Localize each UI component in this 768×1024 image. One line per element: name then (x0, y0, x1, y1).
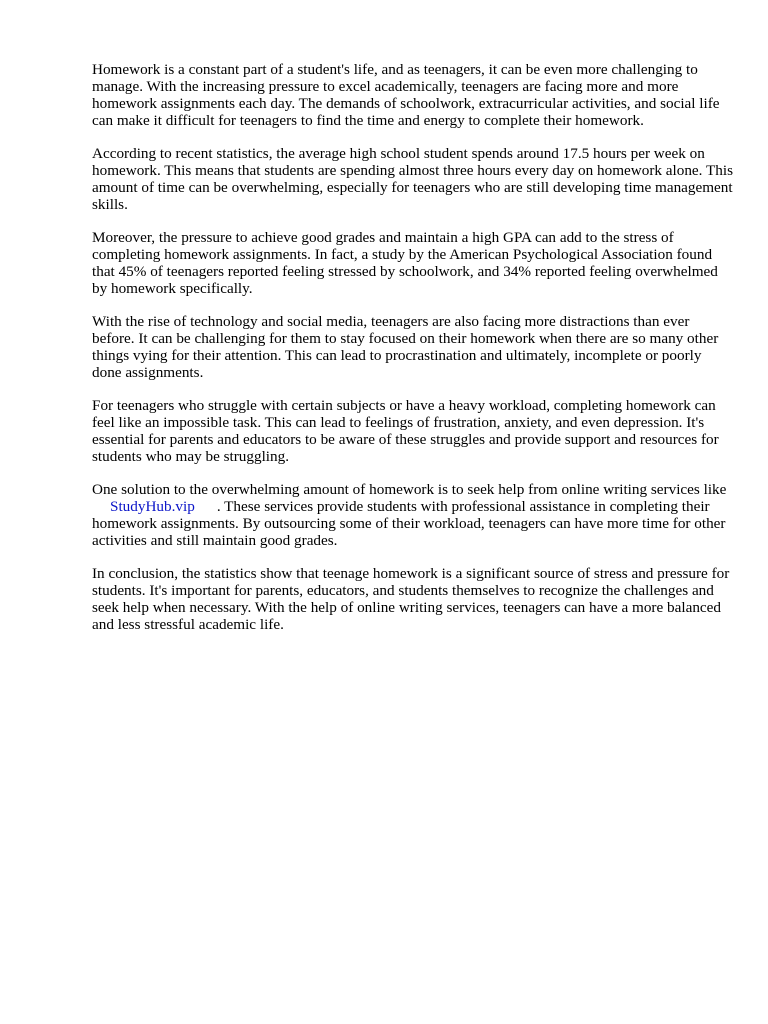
document-body (92, 61, 734, 649)
paragraph-3: Moreover, the pressure to achieve good grades and maintain a high GPA can add to the stress of completing homework assignments. In fact, a study by the American Psychological Association found that 45% of teenagers reported feeling stressed by schoolwork, and 34% reported feeling overwhelmed by homework specifically. (92, 229, 718, 297)
paragraph-6 (92, 481, 734, 549)
conclusion-paragraph: In conclusion, the statistics show that teenage homework is a significant source of stress and pressure for students. It's important for parents, educators, and students themselves to recognize the challenges and seek help when necessary. With the help of online writing services, teenagers can have a more balanced and less stressful academic life. (92, 565, 730, 633)
paragraph-1: Homework is a constant part of a student's life, and as teenagers, it can be even more challenging to manage. With the increasing pressure to excel academically, teenagers are facing more and more homework assignments each day. The demands of schoolwork, extracurricular activities, and social life can make it difficult for teenagers to find the time and energy to complete their homework. (92, 61, 720, 129)
paragraph-4: With the rise of technology and social media, teenagers are also facing more distractions than ever before. It can be challenging for them to stay focused on their homework when there are so many other things vying for their attention. This can lead to procrastination and ultimately, incomplete or poorly done assignments. (92, 313, 719, 381)
paragraph-5: For teenagers who struggle with certain subjects or have a heavy workload, completing homework can feel like an impossible task. This can lead to feelings of frustration, anxiety, and even depression. It's essential for parents and educators to be aware of these struggles and provide support and resources for students who may be struggling. (92, 397, 719, 465)
paragraph-6-tail-text: . These services provide students with professional assistance in completing their homework assignments. By outsourcing some of their workload, teenagers can have more time for other activities and still maintain good grades. (92, 498, 726, 549)
paragraph-6-lead-text: One solution to the overwhelming amount of homework is to seek help from online writing services like (92, 481, 727, 498)
studyhub-link[interactable]: StudyHub.vip (110, 498, 195, 515)
paragraph-2: According to recent statistics, the average high school student spends around 17.5 hours per week on homework. This means that students are spending almost three hours every day on homework alone. This amount of time can be overwhelming, especially for teenagers who are still developing time management skills. (92, 145, 733, 213)
